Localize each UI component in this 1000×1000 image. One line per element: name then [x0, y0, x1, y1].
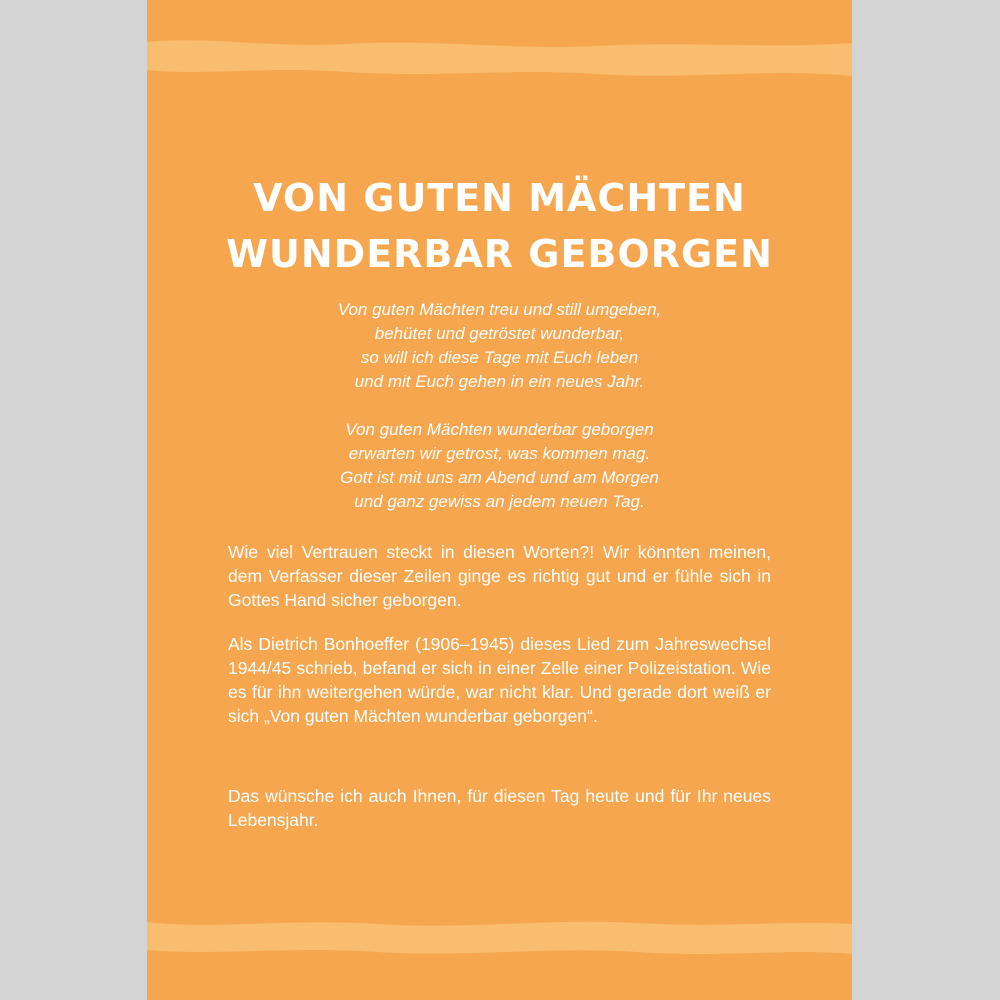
- bottom-wave-band: [147, 922, 852, 954]
- title-line-2: WUNDERBAR GEBORGEN: [226, 232, 773, 276]
- top-wave-band: [147, 40, 852, 76]
- paragraph-trust: Wie viel Vertrauen steckt in diesen Worten?! Wir könnten meinen, dem Verfasser dieser Zeilen ginge es richtig gut und er fühle sich in Gottes Hand sicher geborgen.: [228, 542, 771, 610]
- paragraph-bonhoeffer: Als Dietrich Bonhoeffer (1906–1945) dieses Lied zum Jahreswechsel 1944/45 schrieb, befand er sich in einer Zelle einer Polizeistation. Wie es für ihn weitergehen würde, war nicht klar. Und gerade dort weiß er sich „Von guten Mächten wunderbar geborgen“.: [228, 634, 771, 726]
- poem-line: so will ich diese Tage mit Euch leben: [360, 348, 639, 367]
- page-title: [147, 170, 852, 282]
- poem-line: Gott ist mit uns am Abend und am Morgen: [340, 468, 659, 487]
- poem-line: Von guten Mächten treu und still umgeben,: [337, 300, 662, 319]
- poem-stanza-2: [147, 418, 852, 514]
- card-page: [147, 0, 852, 1000]
- title-line-1: VON GUTEN MÄCHTEN: [253, 176, 746, 220]
- paragraph-wish: Das wünsche ich auch Ihnen, für diesen Tag heute und für Ihr neues Lebensjahr.: [228, 786, 771, 830]
- poem-line: und ganz gewiss an jedem neuen Tag.: [354, 492, 645, 511]
- poem-line: Von guten Mächten wunderbar geborgen: [345, 420, 654, 439]
- top-wave-decoration: [147, 28, 852, 80]
- poem-line: erwarten wir getrost, was kommen mag.: [348, 444, 651, 463]
- poem-stanza-1: [147, 298, 852, 394]
- poem-line: und mit Euch gehen in ein neues Jahr.: [354, 372, 645, 391]
- poem-line: behütet und getröstet wunderbar,: [374, 324, 625, 343]
- bottom-wave-decoration: [147, 910, 852, 960]
